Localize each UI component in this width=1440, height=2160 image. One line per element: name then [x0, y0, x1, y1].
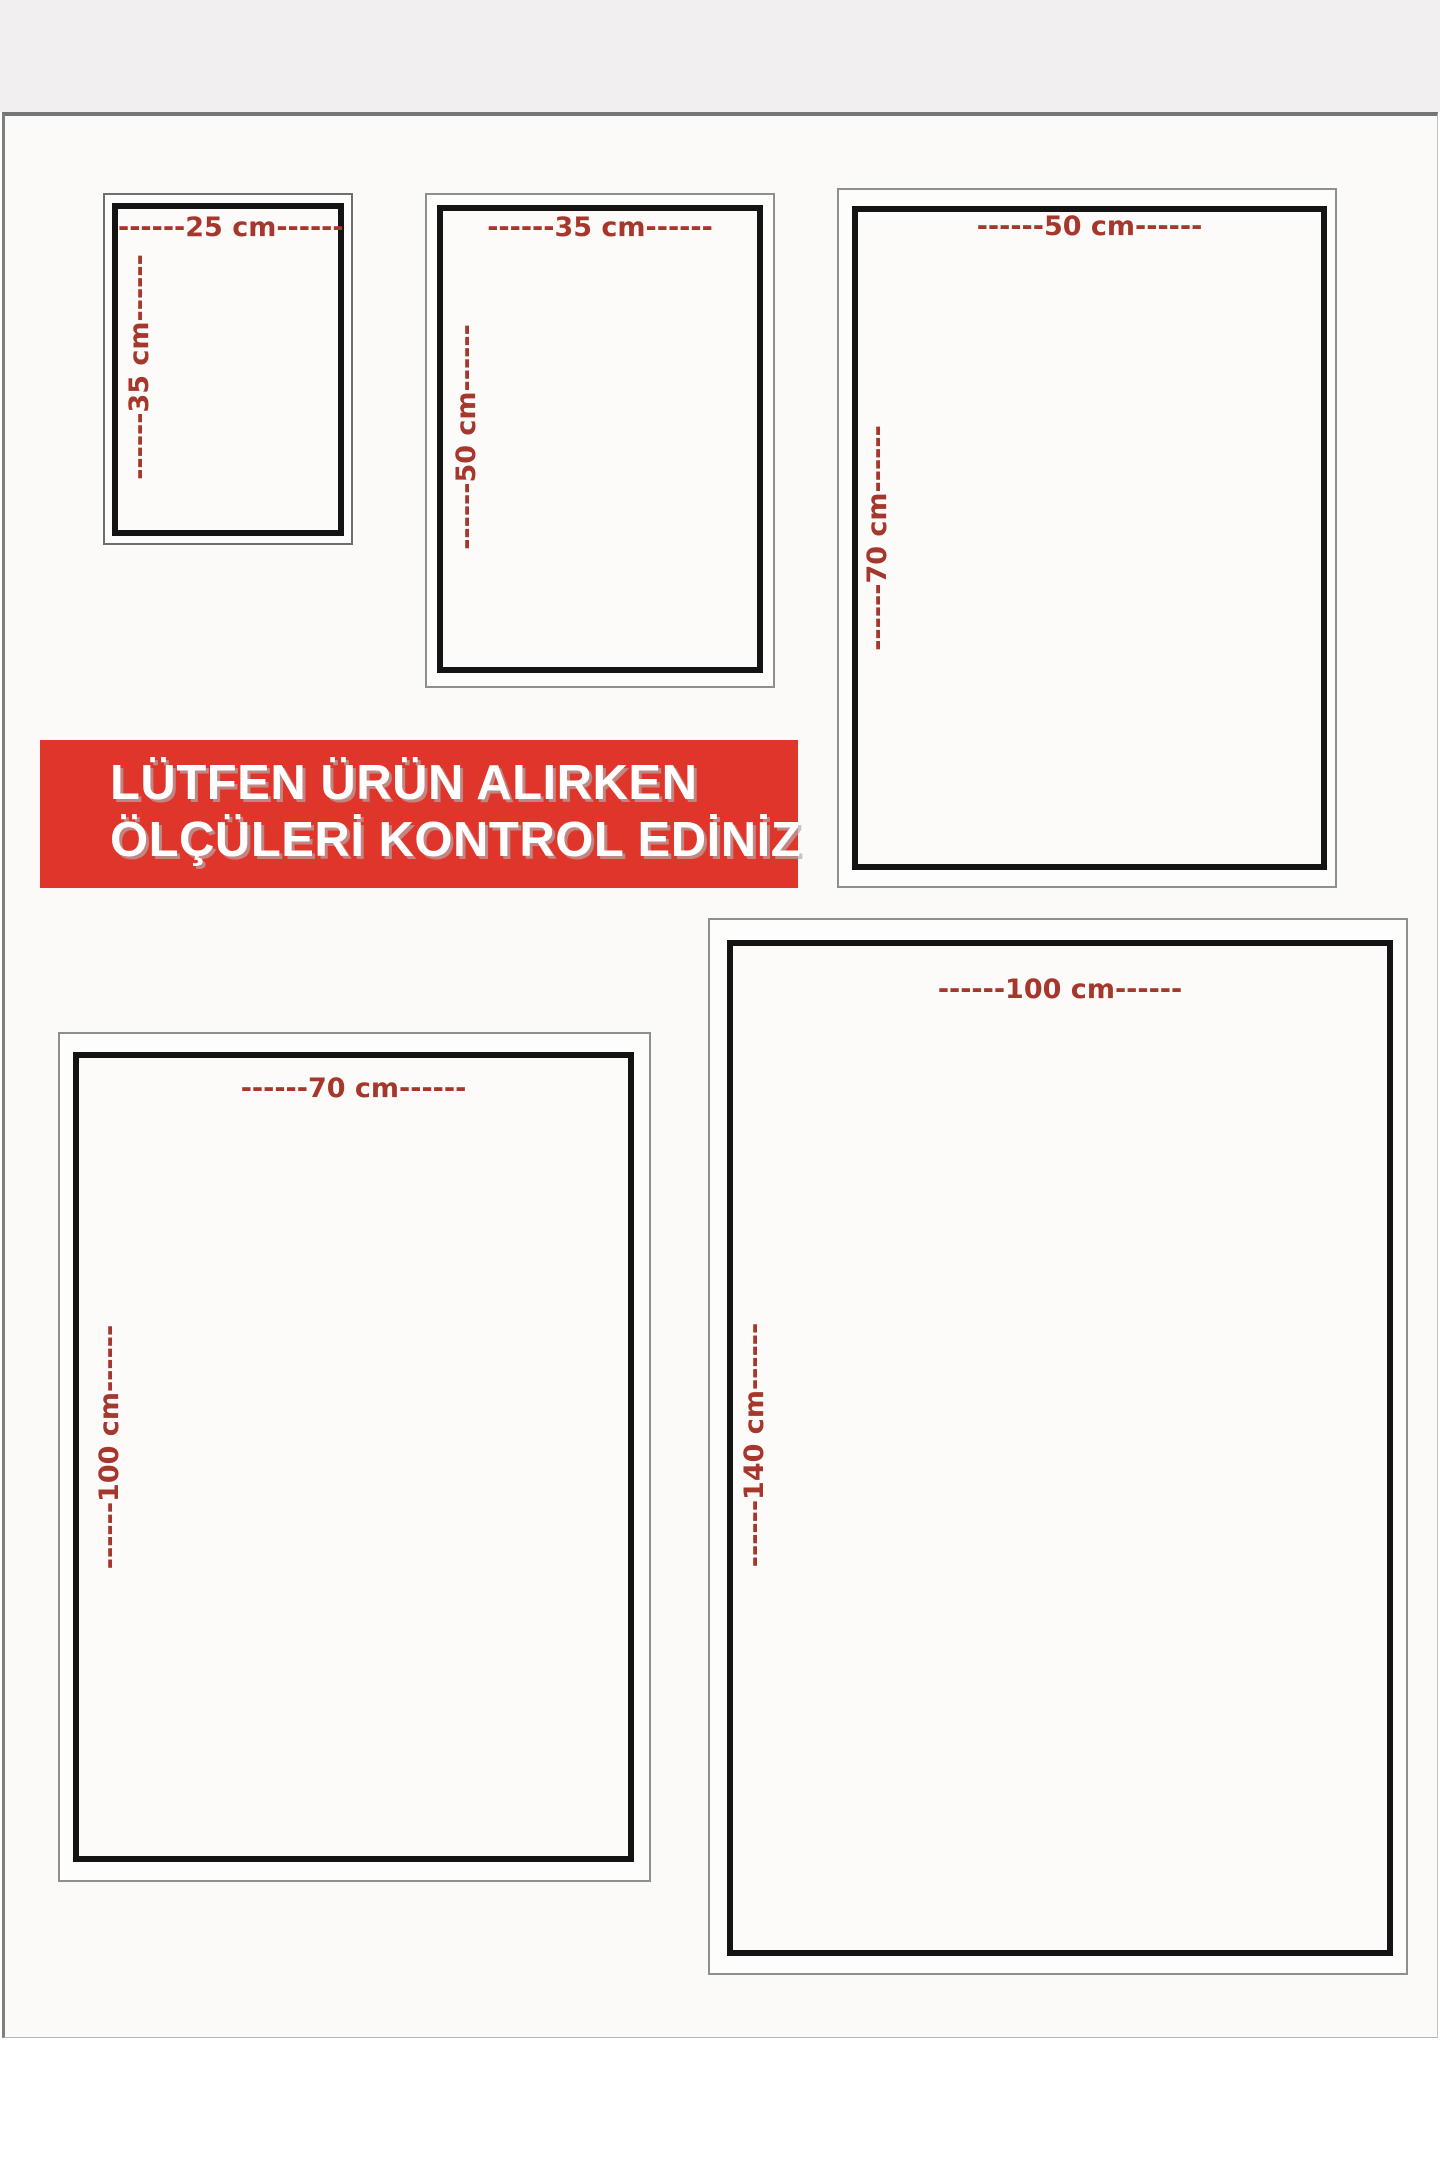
size-card-100x140-frame: [727, 940, 1393, 1956]
size-card-25x35-frame: [112, 203, 344, 536]
measurement-warning-banner: [40, 740, 802, 888]
size-card-35x50: [425, 193, 775, 688]
size-card-35x50-frame: [437, 205, 763, 673]
card-100x140-height-label: ------140 cm------: [739, 1322, 770, 1568]
card-25x35-height-label: ------35 cm------: [124, 254, 155, 480]
card-35x50-width-label: ------35 cm------: [487, 212, 713, 243]
card-50x70-width-label: ------50 cm------: [976, 211, 1203, 242]
photo-margin-top: [0, 0, 1440, 112]
card-50x70-height-label: ------70 cm------: [862, 425, 893, 651]
card-25x35-width-label: ------25 cm------: [118, 212, 344, 243]
warning-line-1: LÜTFEN ÜRÜN ALIRKEN: [110, 756, 698, 810]
size-card-70x100-frame: [73, 1052, 634, 1862]
card-70x100-width-label: ------70 cm------: [240, 1073, 467, 1104]
card-35x50-height-label: ------50 cm------: [451, 324, 482, 550]
size-card-50x70-frame: [852, 206, 1327, 870]
size-card-100x140: [708, 918, 1408, 1975]
size-card-70x100: [58, 1032, 651, 1882]
card-100x140-width-label: ------100 cm------: [937, 974, 1183, 1005]
card-70x100-height-label: ------100 cm------: [94, 1324, 125, 1570]
size-card-25x35: [103, 193, 353, 545]
warning-line-2: ÖLÇÜLERİ KONTROL EDİNİZ: [110, 813, 802, 867]
size-card-50x70: [837, 188, 1337, 888]
